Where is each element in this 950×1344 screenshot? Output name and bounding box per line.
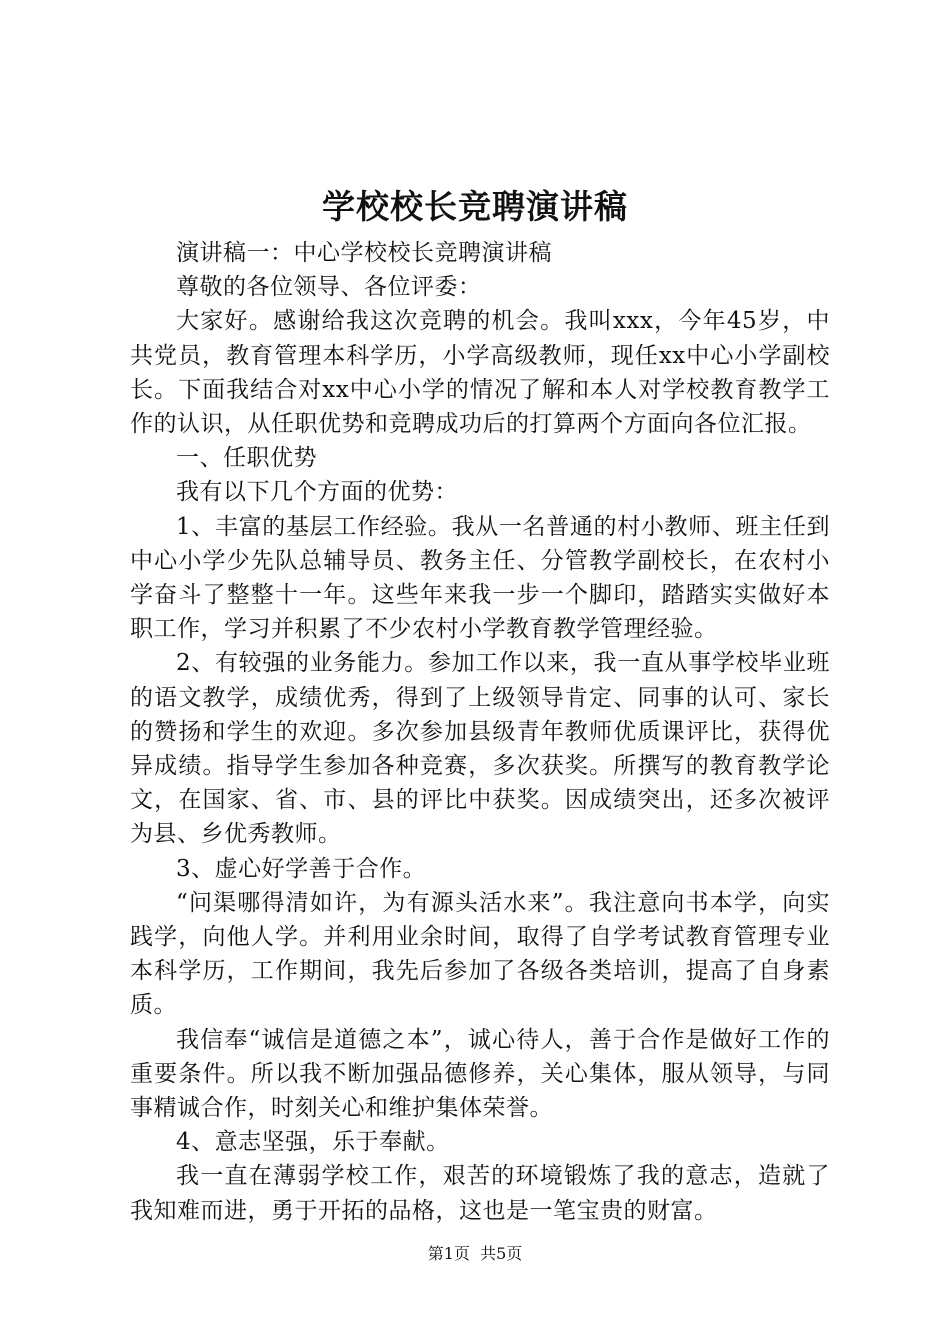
paragraph-salutation: 尊敬的各位领导、各位评委： [176,274,482,301]
paragraph-advantages-intro: 我有以下几个方面的优势： [176,479,458,506]
page-total: 共5页 [480,1244,523,1263]
paragraph-point-3-heading: 3、虚心好学善于合作。 [176,855,427,882]
paragraph-speech-heading: 演讲稿一：中心学校校长竞聘演讲稿 [176,240,552,266]
paragraph-point-2: 2、有较强的业务能力。参加工作以来，我一直从事学校毕业班的语文教学，成绩优秀，得到了上级领导肯定、同事的认可、家长的赞扬和学生的欢迎。多次参加县级青年教师优质课评比，获得优异成绩。指导学生参加各种竞赛，多次获奖。所撰写的教育教学论文，在国家、省、市、县的评比中获奖。因成绩突出，还多次被评为县、乡优秀教师。 [130,650,830,848]
paragraph-point-4-heading: 4、意志坚强，乐于奉献。 [176,1129,450,1156]
document-title: 学校校长竞聘演讲稿 [322,187,628,226]
paragraph-introduction: 大家好。感谢给我这次竞聘的机会。我叫xxx，今年45岁，中共党员，教育管理本科学历，小学高级教师，现任xx中心小学副校长。下面我结合对xx中心小学的情况了解和本人对学校教育教学工作的认识，从任职优势和竞聘成功后的打算两个方面向各位汇报。 [130,308,830,438]
paragraph-point-1: 1、丰富的基层工作经验。我从一名普通的村小教师、班主任到中心小学少先队总辅导员、教务主任、分管教学副校长，在农村小学奋斗了整整十一年。这些年来我一步一个脚印，踏踏实实做好本职工作，学习并积累了不少农村小学教育教学管理经验。 [130,513,830,643]
paragraph-section-heading: 一、任职优势 [176,445,317,472]
paragraph-point-3-body-b: 我信奉“诚信是道德之本”，诚心待人，善于合作是做好工作的重要条件。所以我不断加强品德修养，关心集体，服从领导，与同事精诚合作，时刻关心和维护集体荣誉。 [130,1026,830,1122]
paragraph-point-4-body: 我一直在薄弱学校工作，艰苦的环境锻炼了我的意志，造就了我知难而进，勇于开拓的品格，这也是一笔宝贵的财富。 [130,1163,830,1224]
document-body [130,236,830,1228]
page-number: 第1页 [427,1244,470,1263]
page-footer [0,1243,950,1265]
paragraph-point-3-body-a: “问渠哪得清如许，为有源头活水来”。我注意向书本学，向实践学，向他人学。并利用业余时间，取得了自学考试教育管理专业本科学历，工作期间，我先后参加了各级各类培训，提高了自身素质。 [130,889,830,1019]
